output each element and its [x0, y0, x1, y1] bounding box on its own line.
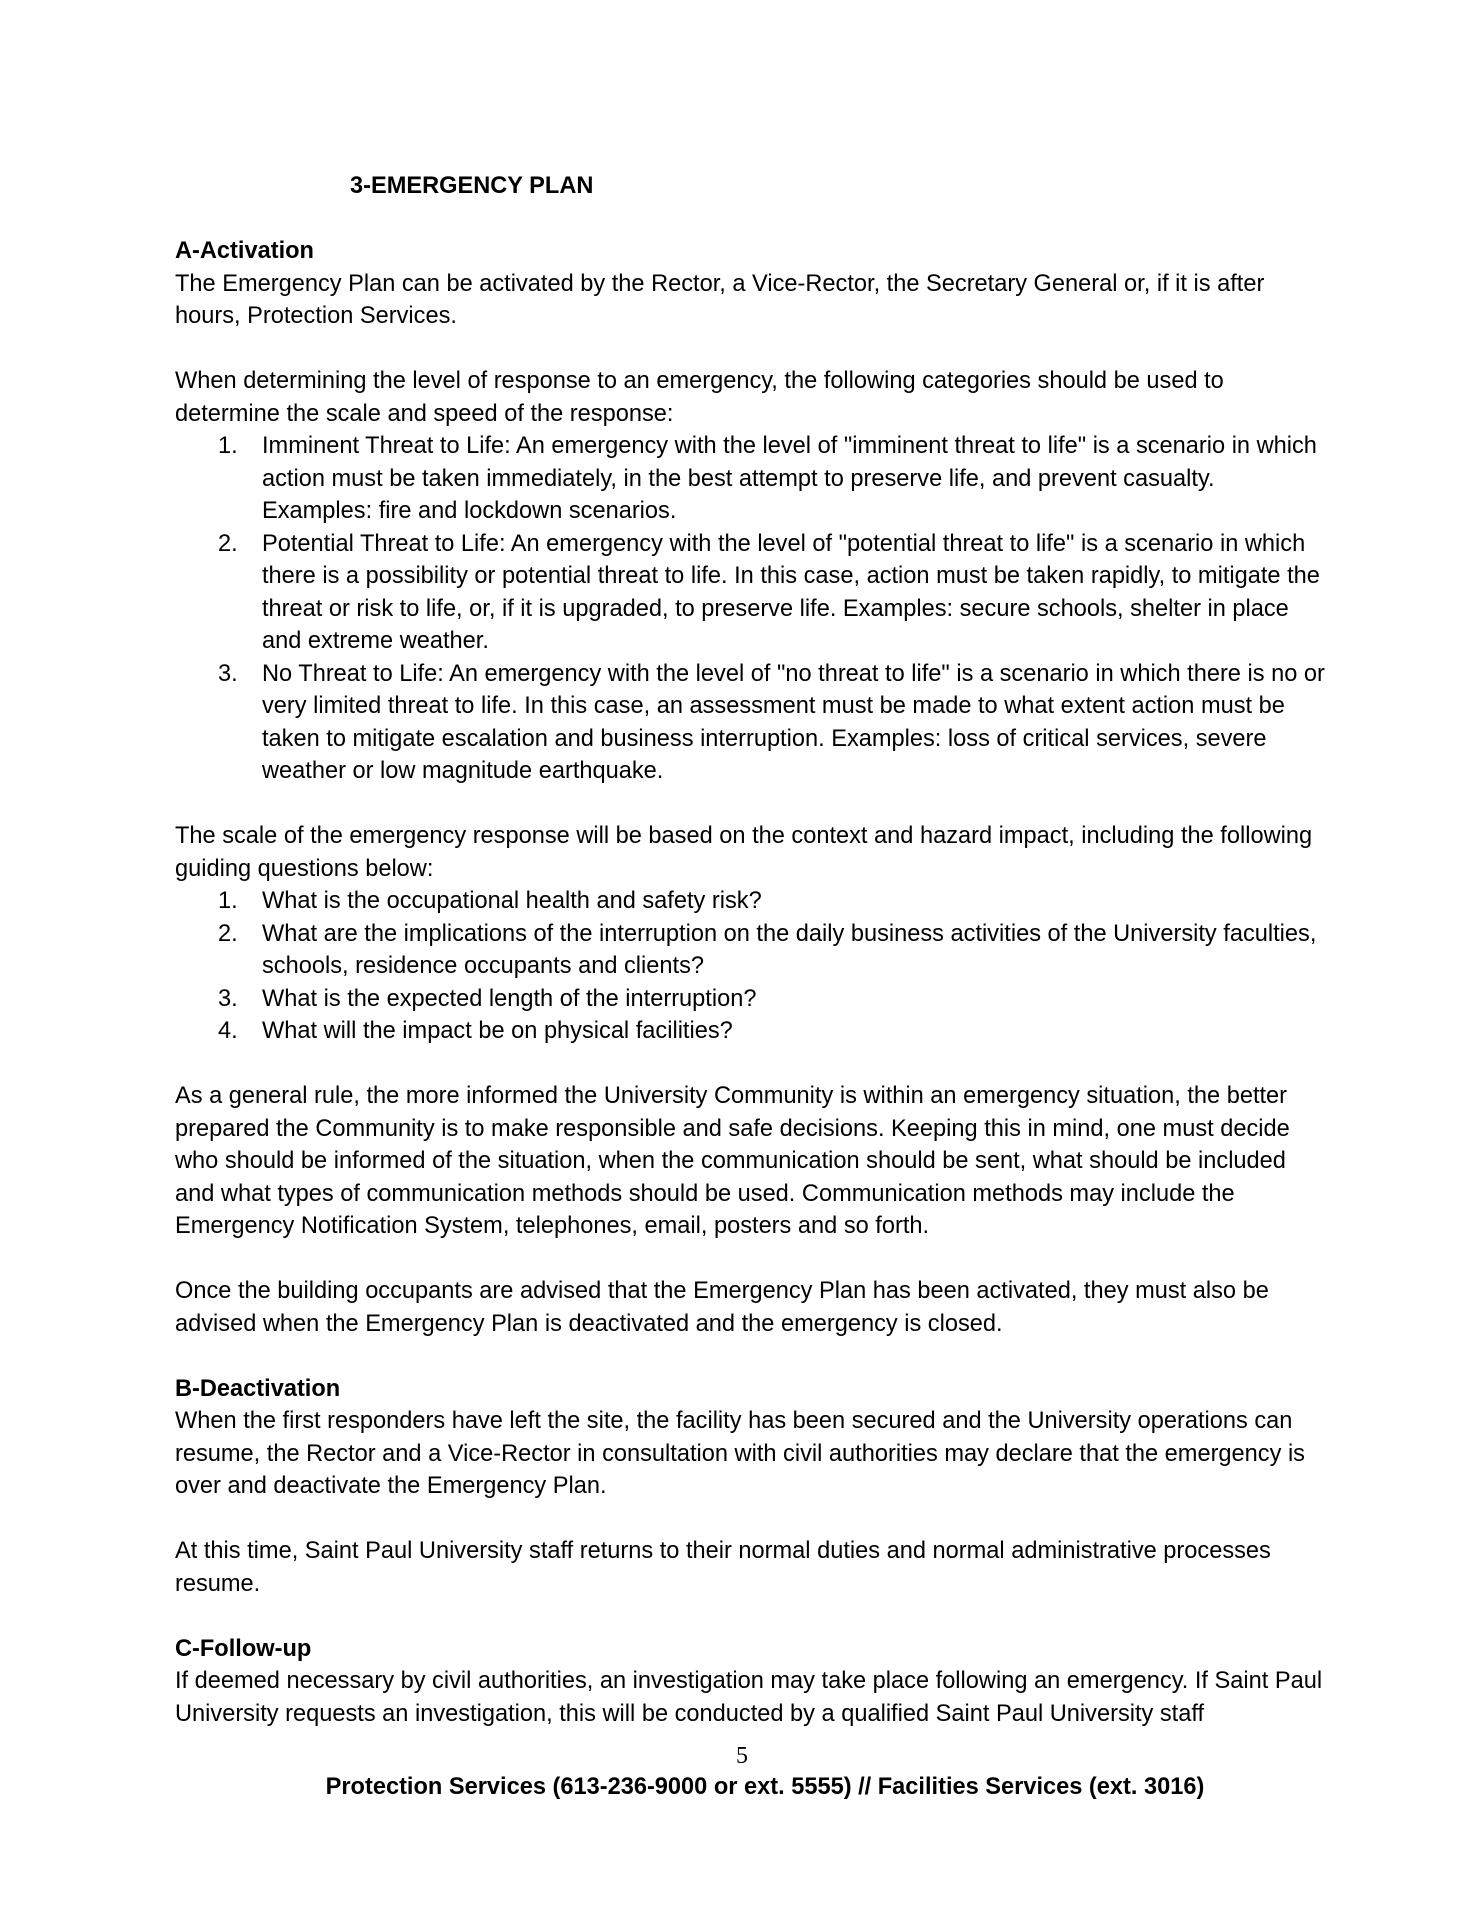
- activation-paragraph-4: As a general rule, the more informed the University Community is within an emergency situation, the better prepared the Community is to make responsible and safe decisions. Keeping this in mind, one must decide who should be informed of the situation, when the communication should be sent, what should be included and what types of communication methods should be used. Communication methods may include the Emergency Notification System, telephones, email, posters and so forth.: [175, 1083, 1290, 1239]
- list-item: [175, 1015, 1325, 1048]
- list-item: [175, 528, 1325, 658]
- section-heading-deactivation: B-Deactivation: [175, 1375, 341, 1402]
- list-item-number: 4.: [218, 1018, 238, 1044]
- list-item-number: 3.: [218, 985, 238, 1012]
- list-item-number: 3.: [218, 660, 238, 687]
- list-item-number: 1.: [218, 433, 238, 459]
- list-item: [175, 658, 1325, 788]
- list-item: [175, 430, 1325, 528]
- activation-paragraph-5: Once the building occupants are advised that the Emergency Plan has been activated, they must also be advised when the Emergency Plan is deactivated and the emergency is closed.: [175, 1278, 1269, 1337]
- page-title: 3-EMERGENCY PLAN: [350, 173, 594, 199]
- deactivation-paragraph-2: At this time, Saint Paul University staff returns to their normal duties and normal administrative processes resume.: [175, 1538, 1271, 1597]
- followup-paragraph-1: If deemed necessary by civil authorities, an investigation may take place following an emergency. If Saint Paul University requests an investigation, this will be conducted by a qualified Saint Paul University staff: [175, 1668, 1323, 1727]
- list-item: [175, 918, 1325, 983]
- document-body: [175, 170, 1325, 1730]
- list-item-text: Imminent Threat to Life: An emergency with the level of "imminent threat to life" is a scenario in which action must be taken immediately, in the best attempt to preserve life, and prevent casualty. Examples: fire and lockdown scenarios.: [262, 433, 1317, 524]
- deactivation-paragraph-1: When the first responders have left the site, the facility has been secured and the University operations can resume, the Rector and a Vice-Rector in consultation with civil authorities may declare that the emergency is over and deactivate the Emergency Plan.: [175, 1408, 1305, 1499]
- list-item: [175, 885, 1325, 918]
- list-item-number: 2.: [218, 530, 238, 557]
- list-item-number: 2.: [218, 920, 238, 947]
- activation-paragraph-2: When determining the level of response to an emergency, the following categories should be used to determine the scale and speed of the response:: [175, 368, 1224, 427]
- list-item-text: What is the occupational health and safety risk?: [262, 888, 762, 914]
- list-item-text: What will the impact be on physical facilities?: [262, 1018, 733, 1044]
- list-item-text: Potential Threat to Life: An emergency with the level of "potential threat to life" is a scenario in which there is a possibility or potential threat to life. In this case, action must be taken rapidly, to mitigate the threat or risk to life, or, if it is upgraded, to preserve life. Examples: secure schools, shelter in place and extreme weather.: [262, 530, 1320, 654]
- response-categories-list: [175, 430, 1325, 788]
- activation-paragraph-3: The scale of the emergency response will be based on the context and hazard impact, including the following guiding questions below:: [175, 823, 1313, 882]
- list-item-text: No Threat to Life: An emergency with the level of "no threat to life" is a scenario in which there is no or very limited threat to life. In this case, an assessment must be made to what extent action must be taken to mitigate escalation and business interruption. Examples: loss of critical services, severe weather or low magnitude earthquake.: [262, 660, 1325, 784]
- section-heading-activation: A-Activation: [175, 238, 314, 264]
- section-heading-followup: C-Follow-up: [175, 1635, 312, 1662]
- page-number: 5: [736, 1743, 748, 1769]
- activation-paragraph-1: The Emergency Plan can be activated by the Rector, a Vice-Rector, the Secretary General or, if it is after hours, Protection Services.: [175, 270, 1265, 329]
- list-item-text: What are the implications of the interruption on the daily business activities of the University faculties, schools, residence occupants and clients?: [262, 920, 1317, 979]
- list-item-text: What is the expected length of the interruption?: [262, 985, 757, 1012]
- list-item: [175, 983, 1325, 1016]
- page-footer: Protection Services (613-236-9000 or ext. 5555) // Facilities Services (ext. 3016): [325, 1774, 1205, 1800]
- list-item-number: 1.: [218, 888, 238, 914]
- guiding-questions-list: [175, 885, 1325, 1048]
